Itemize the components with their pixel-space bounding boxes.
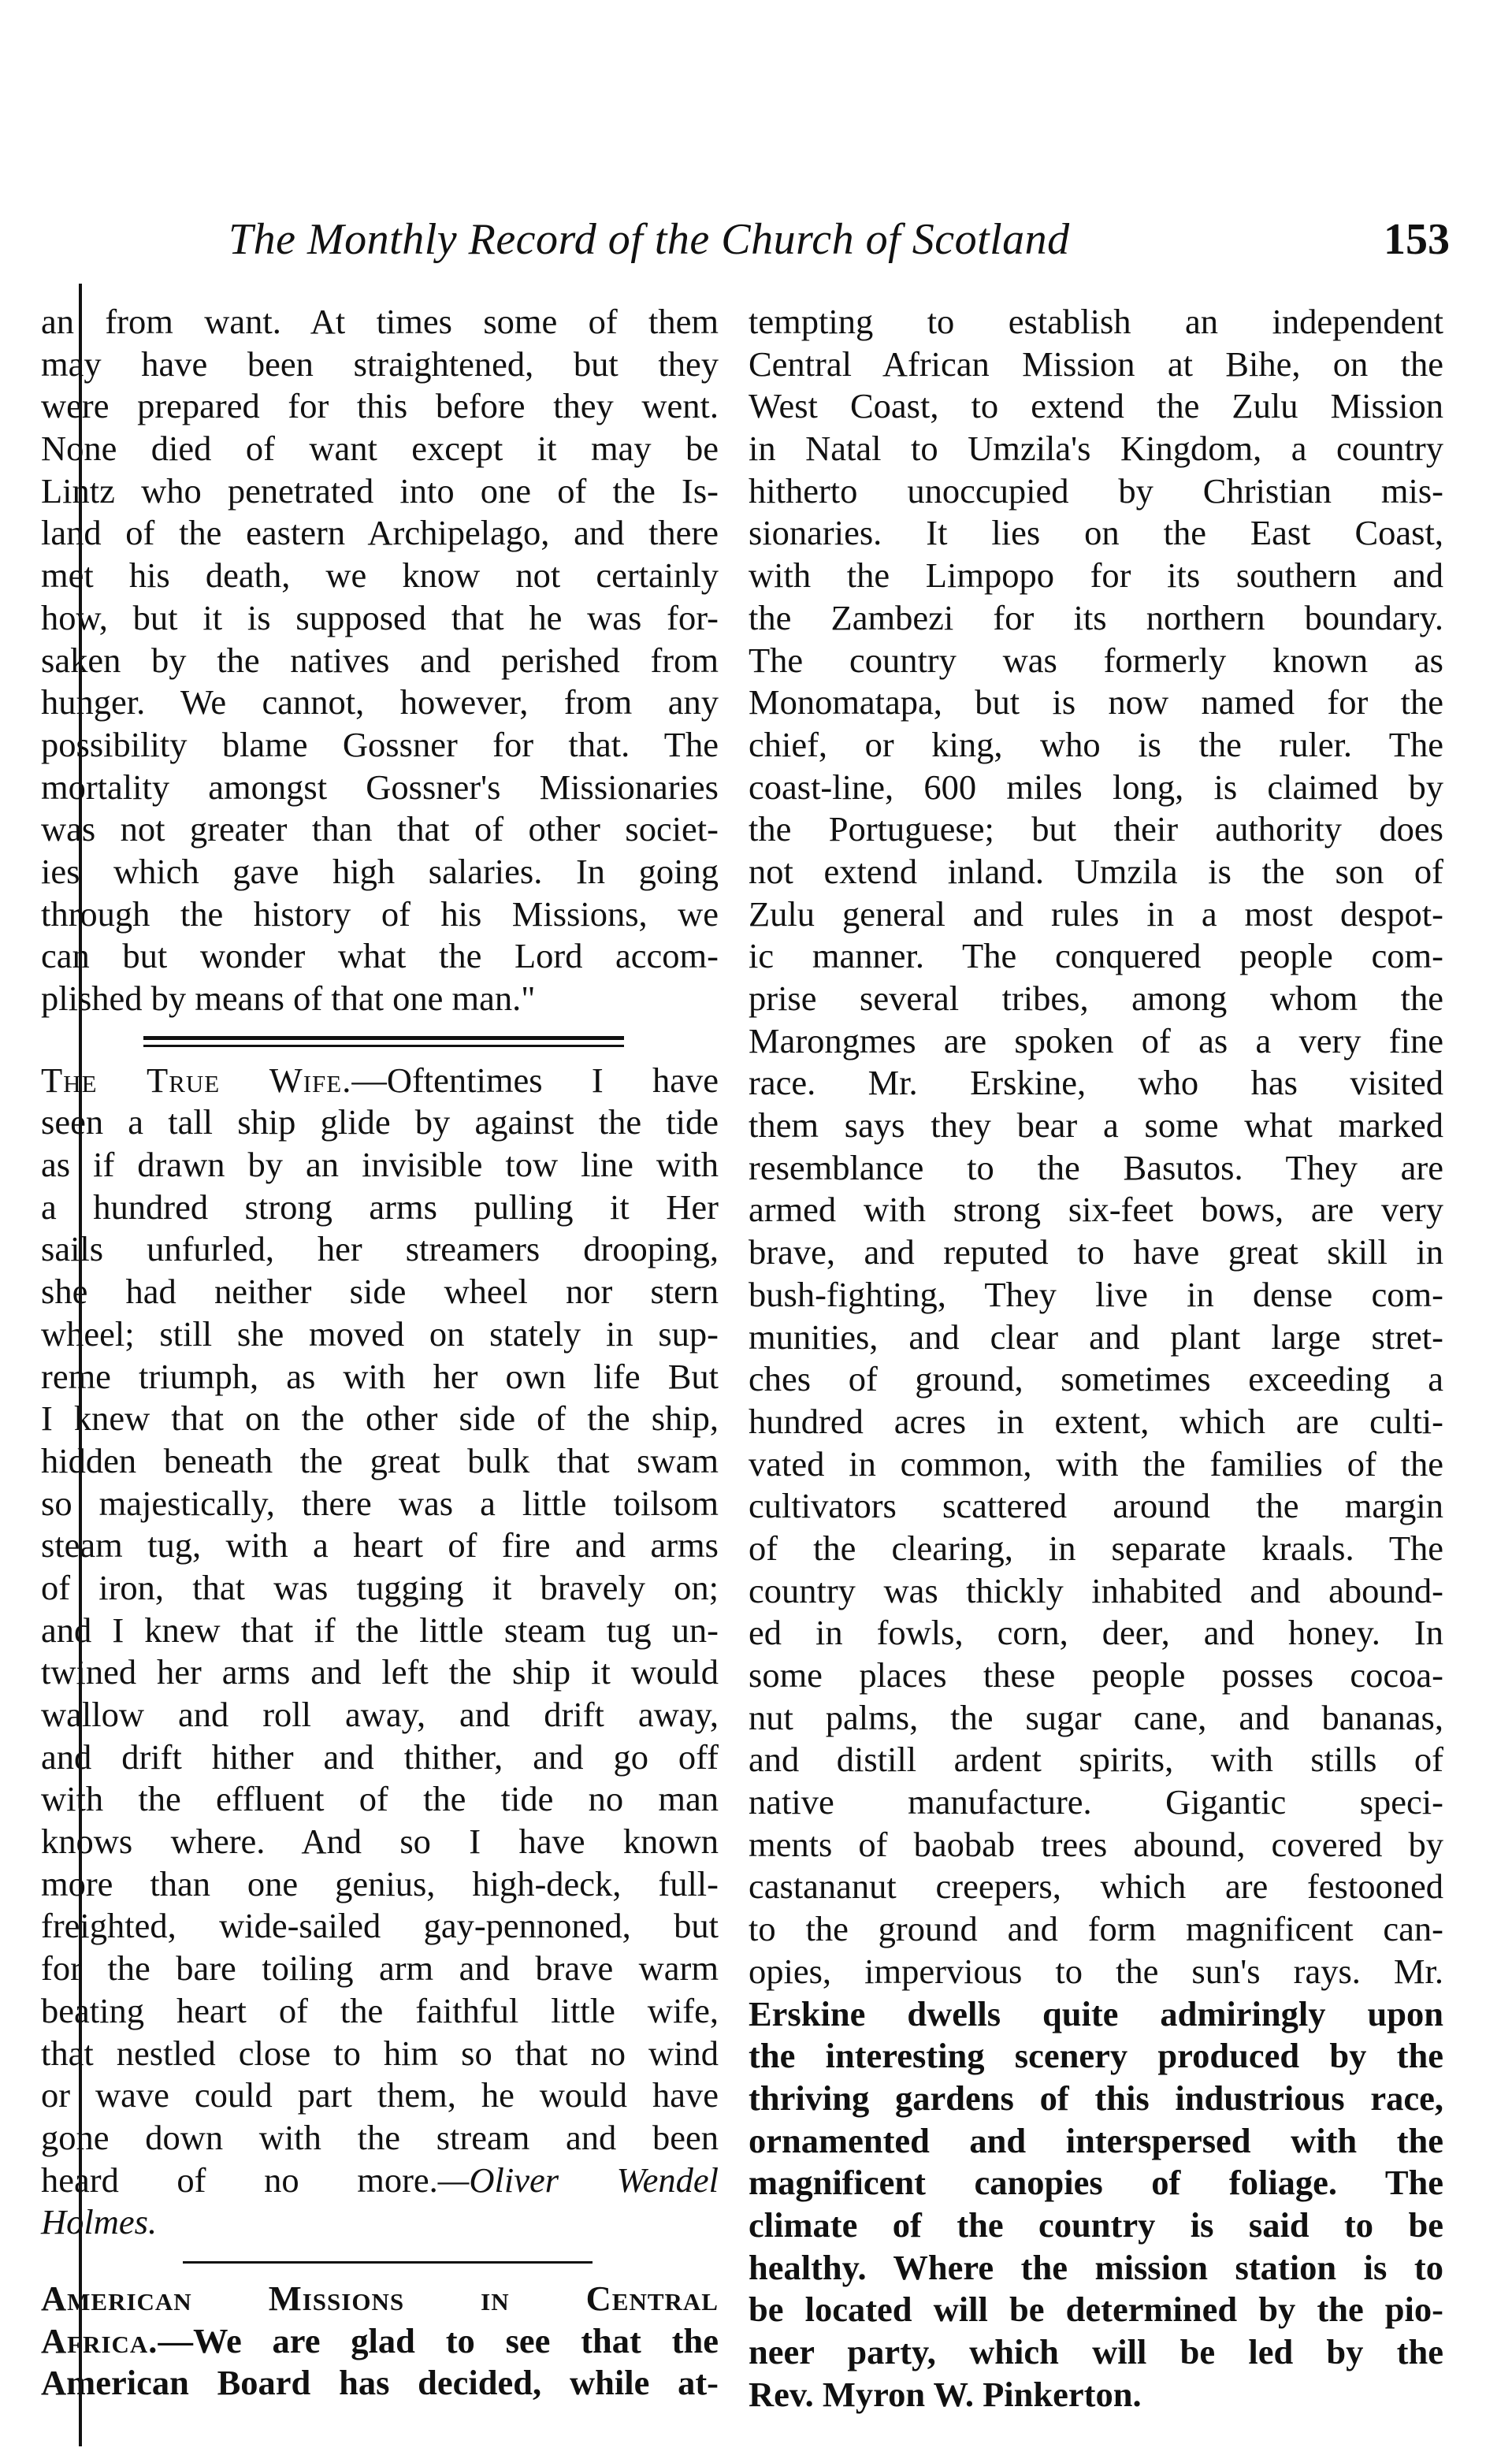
running-header [228, 214, 1450, 277]
text-line: knows where. And so I have known [41, 1822, 719, 1862]
text-line: brave, and reputed to have great skill in [749, 1232, 1443, 1272]
text-line: race. Mr. Erskine, who has visited [749, 1063, 1443, 1103]
text-line: the interesting scenery produced by the [749, 2036, 1443, 2076]
text-line: seen a tall ship glide by against the tide [41, 1102, 719, 1142]
text-line: wheel; still she moved on stately in sup- [41, 1313, 719, 1354]
text-line: can but wonder what the Lord accom- [41, 936, 719, 976]
text-line: castananut creepers, which are festooned [749, 1866, 1443, 1907]
attribution-line: heard of no more.—Oliver Wendel [41, 2160, 719, 2200]
text-line: nut palms, the sugar cane, and bananas, [749, 1697, 1443, 1737]
separator-rule [143, 1045, 624, 1047]
text-line: more than one genius, high-deck, full- [41, 1863, 719, 1903]
text-line: plished by means of that one man." [41, 979, 536, 1018]
text-line: ies which gave high salaries. In going [41, 851, 719, 891]
text-line: or wave could part them, he would have [41, 2075, 719, 2115]
text-line: may have been straightened, but they [41, 344, 719, 384]
text-line: so majestically, there was a little toilsom [41, 1483, 719, 1523]
text-line: wallow and roll away, and drift away, [41, 1695, 719, 1735]
text-line: hunger. We cannot, however, from any [41, 682, 719, 722]
text-line: sionaries. It lies on the East Coast, [749, 513, 1443, 553]
text-line: sails unfurled, her streamers drooping, [41, 1229, 719, 1269]
text-line: Monomatapa, but is now named for the [749, 682, 1443, 722]
attribution: —Oliver Wendel [437, 2160, 719, 2200]
text-line: to the ground and form magnificent can- [749, 1909, 1443, 1949]
section-separator [183, 2261, 593, 2264]
text-line: freighted, wide-sailed gay-pennoned, but [41, 1906, 719, 1946]
text-line: ornamented and interspersed with the [749, 2120, 1443, 2160]
text-line: for the bare toiling arm and brave warm [41, 1948, 719, 1989]
article-heading: American Missions in Central [41, 2278, 719, 2318]
text-line: the Portuguese; but their authority does [749, 809, 1443, 849]
text-line: saken by the natives and perished from [41, 640, 719, 680]
text-line: with the Limpopo for its southern and [749, 555, 1443, 596]
text-line: possibility blame Gossner for that. The [41, 724, 719, 764]
gossner-paragraph [41, 301, 719, 1020]
text-line: of iron, that was tugging it bravely on; [41, 1567, 719, 1607]
separator-rule [143, 1036, 624, 1040]
right-column [749, 301, 1443, 2416]
text-line: beating heart of the faithful little wife, [41, 1990, 719, 2030]
text-line: mortality amongst Gossner's Missionaries [41, 767, 719, 807]
text-line: hitherto unoccupied by Christian mis- [749, 470, 1443, 511]
text-line: through the history of his Missions, we [41, 893, 719, 934]
text-line: some places these people posses cocoa- [749, 1655, 1443, 1695]
text-line: were prepared for this before they went. [41, 386, 719, 426]
article-first-line: The True Wife.—Oftentimes I have [41, 1060, 719, 1100]
text-line: and distill ardent spirits, with stills of [749, 1740, 1443, 1780]
text-line: Central African Mission at Bihe, on the [749, 344, 1443, 384]
text-line: thriving gardens of this industrious race, [749, 2078, 1443, 2118]
text-line: opies, impervious to the sun's rays. Mr. [749, 1951, 1443, 1991]
text-line: she had neither side wheel nor stern [41, 1272, 719, 1312]
article-first-line: Africa.—We are glad to see that the [41, 2320, 719, 2360]
text-line: West Coast, to extend the Zulu Mission [749, 386, 1443, 426]
text-line: The country was formerly known as [749, 640, 1443, 680]
text-line: Zulu general and rules in a most despot- [749, 893, 1443, 934]
text-line: cultivators scattered around the margin [749, 1486, 1443, 1526]
text-line: hidden beneath the great bulk that swam [41, 1440, 719, 1480]
text-line: ed in fowls, corn, deer, and honey. In [749, 1613, 1443, 1653]
text-line: gone down with the stream and been [41, 2117, 719, 2157]
text-line: magnificent canopies of foliage. The [749, 2163, 1443, 2203]
section-separator [143, 1036, 624, 1047]
text-line: Erskine dwells quite admiringly upon [749, 1993, 1443, 2033]
text-line: American Board has decided, while at- [41, 2363, 719, 2403]
text-line: the Zambezi for its northern boundary. [749, 597, 1443, 637]
text-line: and I knew that if the little steam tug un- [41, 1610, 719, 1650]
text-line: resemblance to the Basutos. They are [749, 1147, 1443, 1187]
text-line: how, but it is supposed that he was for- [41, 597, 719, 637]
text-line: chief, or king, who is the ruler. The [749, 724, 1443, 764]
text-line: ments of baobab trees abound, covered by [749, 1824, 1443, 1864]
page-number: 153 [1384, 215, 1450, 264]
american-missions-article [41, 2278, 719, 2405]
text-line: as if drawn by an invisible tow line with [41, 1145, 719, 1185]
text-line: steam tug, with a heart of fire and arms [41, 1525, 719, 1565]
text-line: that nestled close to him so that no wind [41, 2033, 719, 2073]
text-line: ches of ground, sometimes exceeding a [749, 1359, 1443, 1399]
text-line: None died of want except it may be [41, 429, 719, 469]
text-line: reme triumph, as with her own life But [41, 1356, 719, 1396]
text-line: an from want. At times some of them [41, 302, 719, 341]
text-line: and drift hither and thither, and go off [41, 1736, 719, 1777]
text-line: tempting to establish an independent [749, 302, 1443, 341]
text-line: them says they bear a some what marked [749, 1105, 1443, 1146]
text-line: country was thickly inhabited and abound- [749, 1570, 1443, 1610]
text-line: a hundred strong arms pulling it Her [41, 1187, 719, 1227]
text-line: of the clearing, in separate kraals. The [749, 1528, 1443, 1568]
text-line: twined her arms and left the ship it would [41, 1652, 719, 1692]
text-line: Lintz who penetrated into one of the Is- [41, 470, 719, 511]
text-line: Marongmes are spoken of as a very fine [749, 1020, 1443, 1060]
text-line: ic manner. The conquered people com- [749, 936, 1443, 976]
text-line: climate of the country is said to be [749, 2204, 1443, 2245]
text-line: prise several tribes, among whom the [749, 979, 1443, 1018]
text-line: met his death, we know not certainly [41, 555, 719, 596]
text-line: Rev. Myron W. Pinkerton. [749, 2374, 1142, 2414]
text-line: not extend inland. Umzila is the son of [749, 851, 1443, 891]
text-line: munities, and clear and plant large stret- [749, 1317, 1443, 1357]
left-column [41, 301, 719, 2405]
running-title: The Monthly Record of the Church of Scotland [228, 215, 1070, 264]
text-line: be located will be determined by the pio- [749, 2290, 1443, 2330]
text-line: land of the eastern Archipelago, and there [41, 513, 719, 553]
text-line: neer party, which will be led by the [749, 2332, 1443, 2371]
text-line: armed with strong six-feet bows, are very [749, 1190, 1443, 1230]
text-line: healthy. Where the mission station is to [749, 2247, 1443, 2287]
article-heading: The True Wife. [41, 1060, 352, 1100]
text-line: I knew that on the other side of the ship, [41, 1398, 719, 1439]
text-line: hundred acres in extent, which are culti- [749, 1401, 1443, 1441]
text-line: vated in common, with the families of the [749, 1443, 1443, 1484]
text-line: was not greater than that of other societ- [41, 809, 719, 849]
true-wife-article [41, 1060, 719, 2244]
text-line: bush-fighting, They live in dense com- [749, 1274, 1443, 1314]
text-line: native manufacture. Gigantic speci- [749, 1782, 1443, 1822]
text-line: in Natal to Umzila's Kingdom, a country [749, 429, 1443, 469]
text-line: coast-line, 600 miles long, is claimed by [749, 767, 1443, 807]
text-line: with the effluent of the tide no man [41, 1779, 719, 1819]
attribution-end: Holmes. [41, 2202, 158, 2242]
